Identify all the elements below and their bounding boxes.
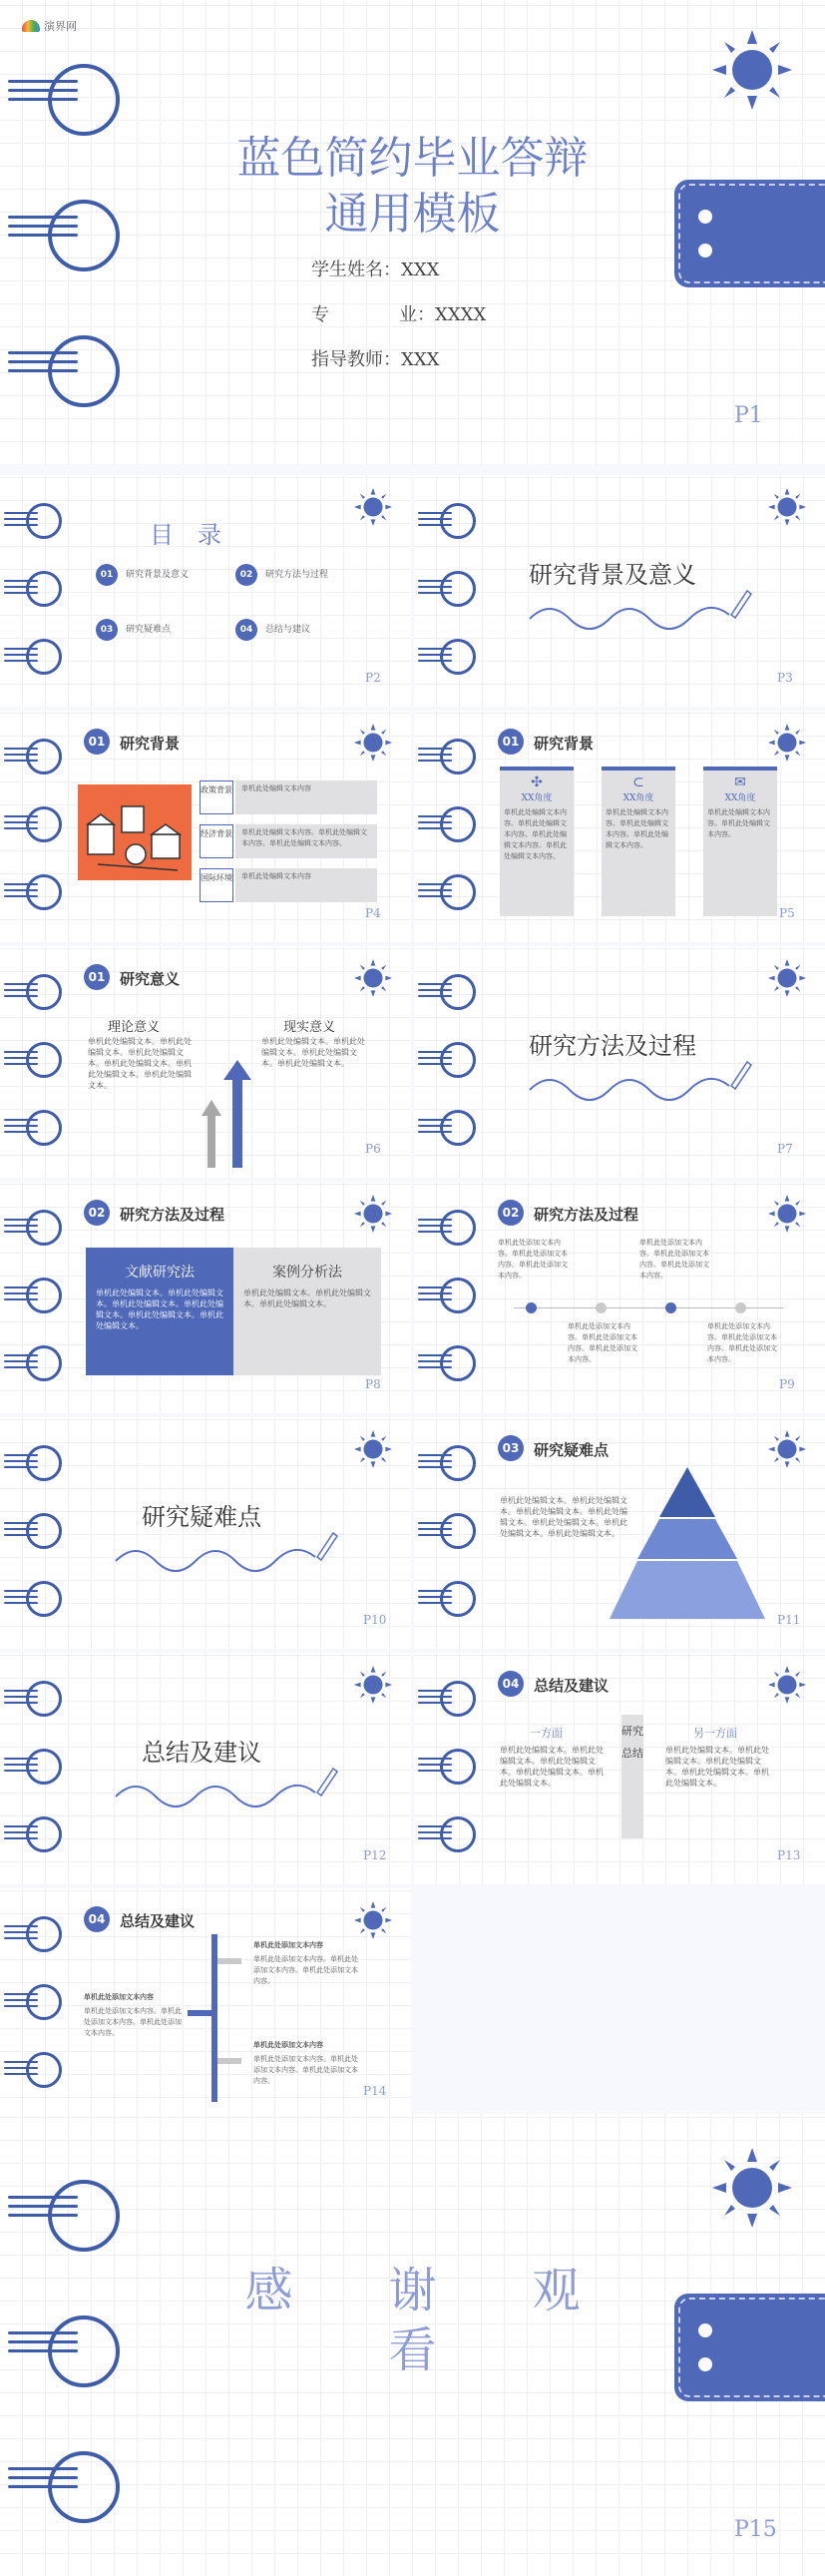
timeline-dot [596, 1302, 607, 1313]
sun-icon [353, 1194, 393, 1234]
section-title: 研究背景 [534, 735, 595, 753]
timeline-dot [526, 1302, 537, 1313]
section-number: 04 [498, 1671, 524, 1697]
binder-lines [418, 1219, 452, 1237]
binder-lines [4, 883, 38, 901]
binder-lines [418, 512, 452, 530]
section-title: 研究方法及过程 [534, 1206, 639, 1224]
section-title: 研究方法及过程 [529, 1032, 696, 1060]
toc-label: 总结与建议 [265, 624, 311, 635]
sun-icon [353, 723, 393, 763]
sun-icon [353, 1900, 393, 1940]
page-number: P1 [734, 403, 763, 428]
binder-lines [8, 351, 78, 378]
section-title: 研究背景 [120, 735, 181, 753]
literature-box [86, 1248, 233, 1375]
sun-icon [767, 1194, 807, 1234]
toc-label: 研究疑难点 [126, 624, 172, 635]
binder-lines [4, 1993, 38, 2011]
binder-lines [4, 748, 38, 766]
binder-lines [4, 1590, 38, 1608]
section-title: 研究疑难点 [534, 1441, 610, 1459]
thanks-line2: 看 [388, 2322, 437, 2378]
wave-pen-icon [112, 1763, 341, 1812]
angle-card [602, 767, 675, 916]
literature-text: 单机此处编辑文本。单机此处编辑文本。单机此处编辑文本。单机此处编辑文本。单机此处编辑文本。单机此处编辑文本。 [96, 1288, 223, 1330]
page-number: P14 [363, 2084, 387, 2098]
theory-title: 理论意义 [108, 1020, 161, 1035]
case-box [233, 1248, 381, 1375]
binder-lines [418, 1354, 452, 1372]
logo-text: 演界网 [44, 20, 77, 33]
binder-lines [418, 883, 452, 901]
binder-lines [418, 1690, 452, 1708]
binder-lines [4, 1758, 38, 1776]
practice-title: 现实意义 [283, 1020, 336, 1035]
binder-lines [418, 1825, 452, 1843]
tree-branch [217, 2058, 241, 2064]
slide-thanks [0, 2114, 825, 2576]
literature-title: 文献研究法 [125, 1265, 195, 1281]
card-icon: ✣ [531, 774, 543, 790]
card-icon: ✉ [734, 774, 746, 790]
row-label: 政策背景 [200, 780, 233, 814]
section-title: 总结及建议 [534, 1677, 610, 1695]
major-label: 专 [311, 304, 329, 325]
page-number: P7 [777, 1142, 793, 1156]
slide-section-3 [0, 1417, 411, 1649]
timeline-dot [735, 1302, 746, 1313]
binder-lines [4, 512, 38, 530]
case-title: 案例分析法 [272, 1265, 342, 1281]
card-text: 单机此处编辑文本内容。单机此处编辑文本内容。单机此处编辑文本内容。 [606, 808, 668, 849]
page-number: P13 [777, 1848, 801, 1862]
wave-pen-icon [526, 1056, 755, 1106]
tree-branch [188, 2010, 211, 2016]
angle-card [703, 767, 777, 916]
cover-title-line1: 蓝色简约毕业答辩 [236, 133, 589, 184]
binder-lines [4, 983, 38, 1001]
page-number: P11 [777, 1613, 801, 1627]
slide-difficulties [414, 1417, 825, 1649]
toc-item[interactable] [96, 564, 189, 586]
binder-lines [4, 1119, 38, 1137]
cover-title-line2: 通用模板 [324, 189, 501, 240]
section-title: 研究疑难点 [142, 1503, 261, 1531]
suggestion-text: 单机此处添加文本内容。单机此处添加文本内容。单机此处添加文本内容。 [84, 2007, 182, 2037]
timeline-dot [665, 1302, 676, 1313]
sun-icon [353, 958, 393, 998]
wave-pen-icon [526, 585, 755, 635]
page-number: P15 [734, 2517, 777, 2542]
page-number: P6 [365, 1142, 381, 1156]
step-text-top: 单机此处添加文本内容。单机此处添加文本内容。单机此处添加文本内容。 [498, 1239, 568, 1280]
binder-lines [418, 1590, 452, 1608]
slide-cover [0, 0, 825, 464]
wave-pen-icon [112, 1527, 341, 1577]
row-label: 经济背景 [200, 824, 233, 858]
slide-section-1 [414, 475, 825, 707]
section-number: 04 [84, 1906, 110, 1932]
section-title: 研究意义 [120, 970, 181, 988]
binder-lines [4, 1219, 38, 1237]
binder-lines [4, 1354, 38, 1372]
section-number: 01 [84, 964, 110, 990]
toc-item[interactable] [235, 619, 310, 641]
section-title: 研究背景及意义 [529, 561, 696, 589]
logo [22, 18, 77, 34]
binder-lines [418, 1051, 452, 1069]
binder-lines [418, 983, 452, 1001]
theory-text: 单机此处编辑文本。单机此处编辑文本。单机此处编辑文本。单机此处编辑文本。单机此处编辑文本。单机此处编辑文本。 [88, 1037, 192, 1090]
binder-lines [418, 1287, 452, 1304]
slide-suggestions [0, 1888, 411, 2120]
toc-item[interactable] [96, 619, 171, 641]
binder-lines [4, 1825, 38, 1843]
card-icon: ⊂ [632, 774, 644, 790]
binder-lines [8, 2467, 78, 2494]
suggestion-head: 单机此处添加文本内容 [253, 2041, 323, 2049]
tab-hole [698, 244, 712, 258]
sun-icon [710, 2146, 794, 2230]
binder-lines [4, 815, 38, 833]
sun-icon [767, 1665, 807, 1705]
aspect-text: 单机此处编辑文本。单机此处编辑文本。单机此处编辑文本。单机此处编辑文本。单机此处编辑文本。 [500, 1746, 604, 1788]
page-number: P10 [363, 1613, 387, 1627]
student-name: 学生姓名：XXX [311, 259, 440, 280]
row-text: 单机此处编辑文本内容 [235, 868, 377, 902]
binder-lines [8, 80, 78, 107]
slide-toc [0, 475, 411, 707]
page-number: P5 [779, 906, 795, 920]
page-number: P8 [365, 1377, 381, 1391]
sun-icon [767, 1429, 807, 1469]
row-text: 单机此处编辑文本内容。单机此处编辑文本内容。单机此处编辑文本内容。 [235, 824, 377, 858]
page-number: P3 [777, 671, 793, 685]
section-number: 03 [498, 1435, 524, 1461]
binder-lines [418, 1454, 452, 1472]
suggestion-head: 单机此处添加文本内容 [84, 1993, 154, 2001]
tree-branch [217, 1958, 241, 1964]
suggestion-head: 单机此处添加文本内容 [253, 1941, 323, 1949]
advisor-name: 指导教师：XXX [311, 349, 440, 370]
section-number: 02 [498, 1200, 524, 1226]
section-title: 总结及建议 [120, 1912, 196, 1930]
slide-background-cards [414, 711, 825, 942]
slide-significance [0, 946, 411, 1178]
toc-label: 研究背景及意义 [126, 569, 190, 580]
page-number: P2 [365, 671, 381, 685]
pyramid-graphic [608, 1467, 767, 1619]
step-text-bottom: 单机此处添加文本内容。单机此处添加文本内容。单机此处添加文本内容。 [707, 1322, 777, 1363]
binder-lines [418, 1119, 452, 1137]
binder-lines [4, 2061, 38, 2079]
binder-lines [418, 648, 452, 666]
row-text: 单机此处编辑文本内容 [235, 780, 377, 814]
difficulty-text: 单机此处编辑文本。单机此处编辑文本。单机此处编辑文本。单机此处编辑文本。单机此处编辑文本。单机此处编辑文本。单机此处编辑文本。 [500, 1496, 627, 1538]
sun-icon [710, 28, 794, 112]
binder-lines [418, 1758, 452, 1776]
toc-number: 01 [96, 564, 118, 586]
practice-text: 单机此处编辑文本。单机此处编辑文本。单机此处编辑文本。单机此处编辑文本。 [261, 1037, 365, 1068]
thanks-line1: 感 谢 观 [244, 2263, 581, 2318]
toc-number: 03 [96, 619, 118, 641]
sun-icon [353, 1665, 393, 1705]
section-title: 总结及建议 [142, 1739, 261, 1767]
page-number: P9 [779, 1377, 795, 1391]
section-number: 01 [498, 729, 524, 755]
arrows-graphic [196, 1056, 255, 1168]
slide-background [0, 711, 411, 942]
card-title: XX角度 [521, 793, 553, 803]
binder-lines [4, 1454, 38, 1472]
binder-lines [4, 1925, 38, 1943]
step-text-bottom: 单机此处添加文本内容。单机此处添加文本内容。单机此处添加文本内容。 [568, 1322, 637, 1363]
step-text-top: 单机此处添加文本内容。单机此处添加文本内容。单机此处添加文本内容。 [639, 1239, 709, 1280]
sun-icon [767, 723, 807, 763]
card-title: XX角度 [724, 793, 756, 803]
toc-item[interactable] [235, 564, 328, 586]
toc-title: 目 录 [150, 521, 221, 549]
page-number: P4 [365, 906, 381, 920]
card-text: 单机此处编辑文本内容。单机此处编辑文本内容。 [707, 808, 770, 838]
suggestion-text: 单机此处添加文本内容。单机此处添加文本内容。单机此处添加文本内容。 [253, 1955, 358, 1985]
sun-icon [767, 487, 807, 527]
binder-lines [418, 748, 452, 766]
card-title: XX角度 [622, 793, 654, 803]
binder-lines [418, 1522, 452, 1540]
slide-process [414, 1182, 825, 1413]
section-number: 01 [84, 729, 110, 755]
slide-summary [414, 1653, 825, 1884]
suggestion-text: 单机此处添加文本内容。单机此处添加文本内容。单机此处添加文本内容。 [253, 2055, 358, 2085]
angle-card [500, 767, 574, 916]
toc-number: 04 [235, 619, 257, 641]
toc-label: 研究方法与过程 [265, 569, 329, 580]
slide-section-2 [414, 946, 825, 1178]
page-number: P12 [363, 1848, 387, 1862]
toc-number: 02 [235, 564, 257, 586]
binder-lines [418, 815, 452, 833]
binder-lines [4, 580, 38, 598]
section-title: 研究方法及过程 [120, 1206, 225, 1224]
sun-icon [353, 487, 393, 527]
case-text: 单机此处编辑文本。单机此处编辑文本。单机此处编辑文本。 [243, 1288, 371, 1308]
binder-lines [4, 648, 38, 666]
aspect-text: 单机此处编辑文本。单机此处编辑文本。单机此处编辑文本。单机此处编辑文本。单机此处编辑文本。 [665, 1746, 769, 1788]
section-number: 02 [84, 1200, 110, 1226]
major-value: 业：XXXX [399, 304, 487, 325]
card-text: 单机此处编辑文本内容。单机此处编辑文本内容。单机此处编辑文本内容。单机此处编辑文本内容。 [504, 808, 567, 860]
slide-section-4 [0, 1653, 411, 1884]
binder-lines [4, 1051, 38, 1069]
row-label: 国际环境 [200, 868, 233, 902]
binder-lines [4, 1522, 38, 1540]
aspect-title: 另一方面 [693, 1727, 737, 1740]
aspect-title: 一方面 [530, 1727, 563, 1740]
logo-icon [22, 20, 40, 32]
sun-icon [353, 1429, 393, 1469]
illustration-image [78, 784, 192, 880]
summary-label: 研究总结 [621, 1715, 643, 1838]
binder-lines [418, 580, 452, 598]
sun-icon [767, 958, 807, 998]
binder-lines [4, 1287, 38, 1304]
binder-lines [8, 2196, 78, 2223]
slide-methods [0, 1182, 411, 1413]
binder-lines [4, 1690, 38, 1708]
